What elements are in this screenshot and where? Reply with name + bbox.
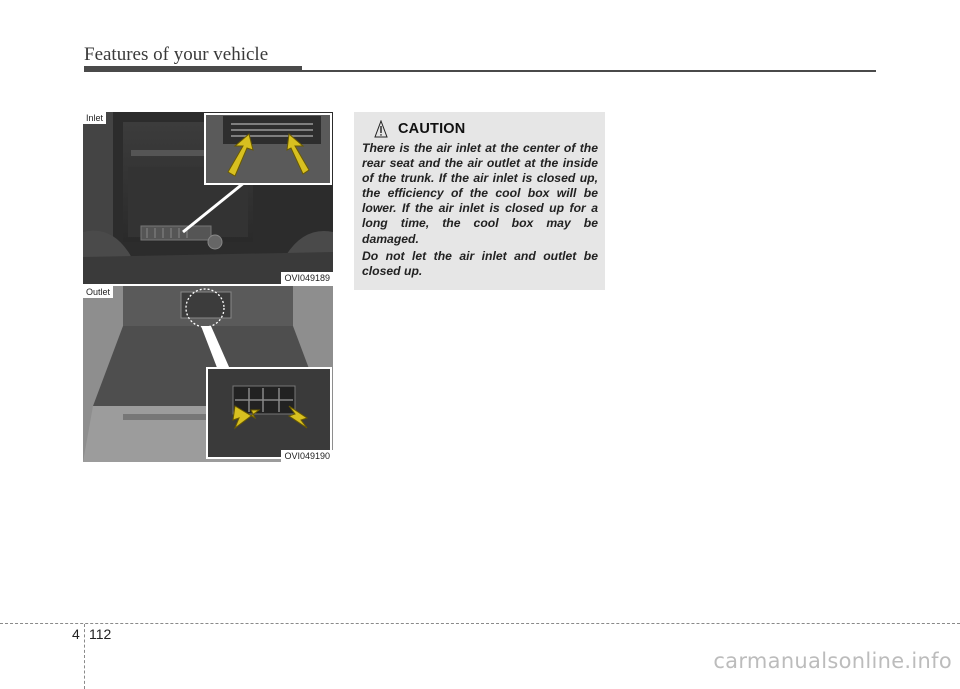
outlet-photo xyxy=(83,286,333,462)
caution-paragraph: There is the air inlet at the center of the rear seat and the air outlet at the inside of the trunk. If the air inlet is closed up, the efficiency of the cool box will be lower. If the air inlet is closed up for a long time, the cool box may be damaged. xyxy=(362,141,598,246)
inlet-figure-code: OVI049189 xyxy=(281,272,333,284)
outlet-figure-code: OVI049190 xyxy=(281,450,333,462)
caution-box xyxy=(354,112,605,290)
caution-header xyxy=(374,120,598,138)
inlet-label: Inlet xyxy=(83,112,106,124)
outlet-photo-illustration xyxy=(83,286,333,462)
caution-title: CAUTION xyxy=(398,121,466,137)
watermark: carmanualsonline.info xyxy=(713,649,952,673)
chapter-number: 4 xyxy=(72,626,80,642)
page-header-title: Features of your vehicle xyxy=(84,44,269,65)
inlet-photo xyxy=(83,112,333,284)
outlet-label: Outlet xyxy=(83,286,113,298)
footer-rule xyxy=(0,623,960,624)
warning-triangle-icon xyxy=(374,120,388,138)
page-number: 112 xyxy=(89,626,112,642)
caution-paragraph: Do not let the air inlet and outlet be closed up. xyxy=(362,248,598,278)
header-rule-thick xyxy=(84,66,302,72)
footer-divider xyxy=(84,624,85,689)
inlet-photo-illustration xyxy=(83,112,333,284)
header-rule-thin xyxy=(300,70,876,72)
